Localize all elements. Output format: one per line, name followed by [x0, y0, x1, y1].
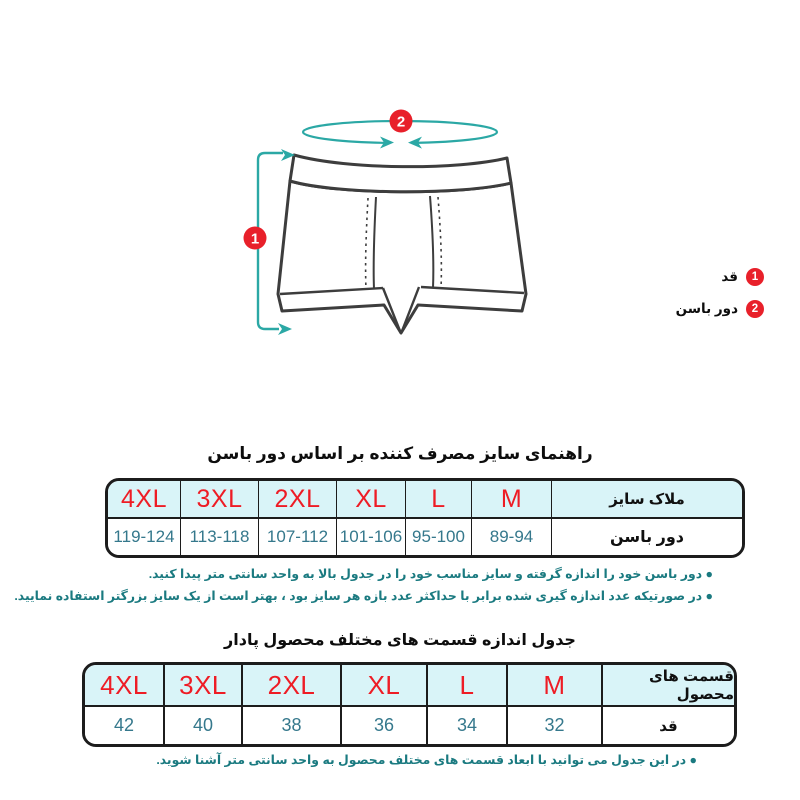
note-line: ● در صورتیکه عدد اندازه گیری شده برابر با حداکثر عدد بازه هر سایز بود ، بهتر است از یک سایز بزرگتر استفاده نمایید.	[14, 589, 713, 603]
height-marker-number: 1	[250, 230, 260, 248]
size-header: L	[459, 669, 475, 700]
size-header: XL	[355, 484, 387, 513]
part-height: 32	[544, 715, 565, 735]
waistband	[290, 155, 511, 192]
criteria-header: ملاک سایز	[609, 491, 685, 508]
product-parts-title: جدول اندازه قسمت های مختلف محصول پادار	[224, 632, 576, 649]
boxer-shorts-drawing	[278, 155, 526, 333]
size-header: XL	[367, 669, 401, 700]
product-measurement-diagram	[225, 95, 555, 357]
height-marker-badge	[244, 227, 267, 250]
hip-range: 107-112	[266, 527, 329, 546]
hip-marker-badge	[390, 110, 413, 133]
size-header: 4XL	[121, 484, 167, 513]
part-height: 34	[456, 715, 478, 735]
note-line: ● دور باسن خود را اندازه گرفته و سایز مناسب خود را در جدول بالا به واحد سانتی متر پیدا کنید.	[148, 567, 713, 581]
size-guide-notes	[8, 563, 713, 607]
hip-row-label: دور باسن	[610, 529, 684, 546]
size-header: M	[500, 484, 523, 513]
part-height: 42	[113, 715, 135, 735]
legend-item-height	[676, 268, 764, 286]
hip-range: 89-94	[489, 527, 534, 546]
hip-range: 119-124	[113, 527, 175, 546]
part-height: 38	[281, 715, 302, 735]
legend-label-hip: دور باسن	[675, 301, 738, 316]
hip-range: 95-100	[412, 527, 465, 546]
hip-range: 113-118	[189, 527, 250, 546]
size-header: L	[431, 484, 446, 513]
product-parts-table	[82, 662, 737, 747]
hip-range: 101-106	[339, 527, 403, 546]
size-header: 2XL	[274, 484, 321, 513]
size-guide-table	[105, 478, 745, 558]
size-header: 4XL	[100, 669, 148, 700]
parts-header: قسمت های محصول	[649, 668, 734, 703]
part-height: 36	[373, 715, 395, 735]
size-header: 3XL	[196, 484, 243, 513]
part-height: 40	[192, 715, 214, 735]
size-header: M	[543, 669, 566, 700]
note-line: ● در این جدول می توانید با ابعاد قسمت های مختلف محصول به واحد سانتی متر آشنا شوید.	[156, 753, 697, 767]
size-header: 2XL	[267, 669, 316, 700]
height-row-label: قد	[659, 717, 678, 735]
size-guide-title: راهنمای سایز مصرف کننده بر اساس دور باسن	[207, 444, 593, 463]
product-parts-note	[37, 749, 697, 771]
hip-marker-number: 2	[396, 113, 406, 131]
size-header: 3XL	[179, 669, 227, 700]
legend-badge-2: 2	[746, 300, 764, 318]
legend-label-height: قد	[721, 269, 738, 284]
legend-badge-1: 1	[746, 268, 764, 286]
legend-item-hip	[676, 300, 764, 318]
measurement-legend	[676, 268, 764, 332]
